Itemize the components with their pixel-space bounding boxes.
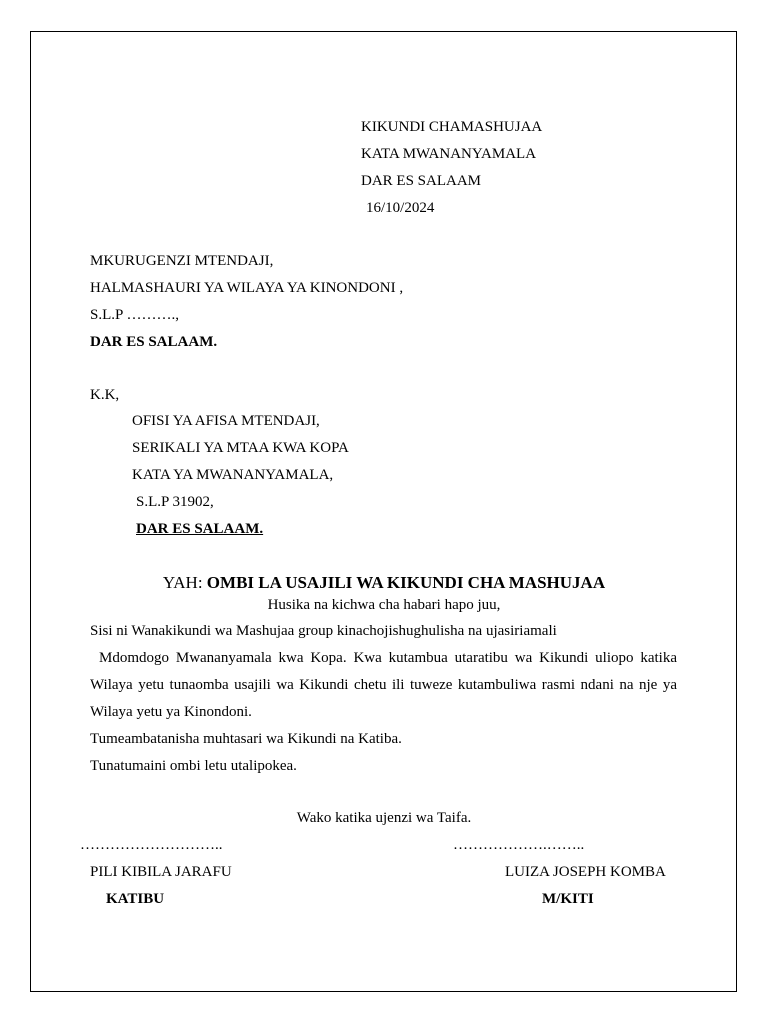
body-line-2: Mdomdogo Mwananyamala kwa Kopa. Kwa kutambua utaratibu wa Kikundi uliopo katika xyxy=(99,650,677,666)
sender-group: KIKUNDI CHAMASHUJAA xyxy=(361,119,543,135)
recipient-office: HALMASHAURI YA WILAYA YA KINONDONI , xyxy=(90,280,404,296)
letter-date: 16/10/2024 xyxy=(366,200,435,216)
body-line-4: Wilaya yetu ya Kinondoni. xyxy=(90,704,252,720)
subject-text: OMBI LA USAJILI WA KIKUNDI CHA MASHUJAA xyxy=(206,573,606,592)
cc-line1: OFISI YA AFISA MTENDAJI, xyxy=(132,413,320,429)
cc-city: DAR ES SALAAM. xyxy=(136,521,264,537)
signatory-name-left: PILI KIBILA JARAFU xyxy=(90,864,232,880)
cc-label: K.K, xyxy=(90,387,120,403)
closing: Wako katika ujenzi wa Taifa. xyxy=(296,810,472,826)
cc-line3: KATA YA MWANANYAMALA, xyxy=(132,467,334,483)
body-line-5: Tumeambatanisha muhtasari wa Kikundi na Katiba. xyxy=(90,731,402,747)
subject-prefix: YAH: xyxy=(162,573,207,592)
subject-line xyxy=(0,573,768,593)
recipient-pobox: S.L.P ………., xyxy=(90,307,180,323)
signatory-role-left: KATIBU xyxy=(106,891,165,907)
signatory-role-right: M/KITI xyxy=(542,891,594,907)
recipient-city: DAR ES SALAAM. xyxy=(90,334,218,350)
body-line-6: Tunatumaini ombi letu utalipokea. xyxy=(90,758,297,774)
body-line-3: Wilaya yetu tunaomba usajili wa Kikundi chetu ili tuweze kutambuliwa rasmi ndani na nje ya xyxy=(90,677,677,693)
sender-city: DAR ES SALAAM xyxy=(361,173,482,189)
sender-ward: KATA MWANANYAMALA xyxy=(361,146,537,162)
greeting: Husika na kichwa cha habari hapo juu, xyxy=(267,597,501,613)
body-line-1: Sisi ni Wanakikundi wa Mashujaa group kinachojishughulisha na ujasiriamali xyxy=(90,623,557,639)
cc-line2: SERIKALI YA MTAA KWA KOPA xyxy=(132,440,349,456)
signature-line-right: ……………….…….. xyxy=(453,837,585,853)
recipient-title: MKURUGENZI MTENDAJI, xyxy=(90,253,274,269)
signature-line-left: ……………………….. xyxy=(80,837,223,853)
cc-pobox: S.L.P 31902, xyxy=(136,494,214,510)
signatory-name-right: LUIZA JOSEPH KOMBA xyxy=(505,864,666,880)
